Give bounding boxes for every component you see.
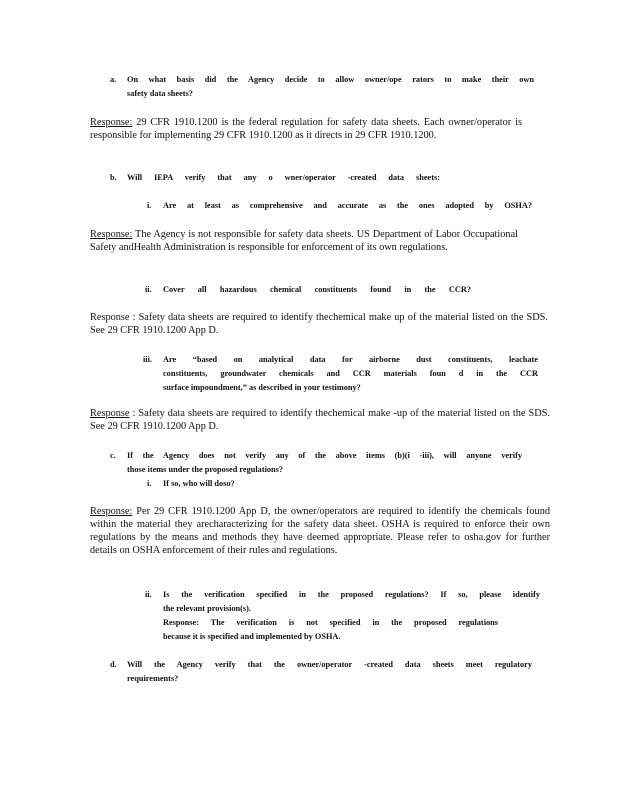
question-b-ii-text: Cover all hazardous chemical constituents found in the CCR? xyxy=(163,285,471,294)
response-b-i-label: Response: xyxy=(90,229,133,240)
response-b-iii xyxy=(90,407,550,433)
response-c-i-text: Per 29 CFR 1910.1200 App D, the owner/operators are required to identify the chemicals found within the material they arecharacterizing for the safety data sheet. OSHA is required to enforce their own regulations by the means and methods they have deemed appropriate. Please refer to osha.gov for further details on OSHA enforcement of their rules and regulations. xyxy=(90,506,550,556)
question-c-ii-line4: because it is specified and implemented by OSHA. xyxy=(163,632,341,641)
question-c-ii-line1: Is the verification specified in the proposed regulations? If so, please identify xyxy=(163,590,540,599)
question-d xyxy=(110,658,532,686)
question-c-label: c. xyxy=(110,451,116,460)
question-b-label: b. xyxy=(110,173,117,182)
response-c-i-label: Response: xyxy=(90,506,133,517)
question-b-i-label: i. xyxy=(147,201,152,210)
question-b-iii-line3: surface impoundment,” as described in your testimony? xyxy=(163,383,361,392)
response-a xyxy=(90,116,522,142)
question-b-line1: Will IEPA verify that any o wner/operator -created data sheets: xyxy=(127,173,440,182)
response-b-iii-text: : Safety data sheets are required to identify thechemical make -up of the material listed on the SDS. See 29 CFR 1910.1200 App D. xyxy=(90,408,550,432)
response-a-label: Response: xyxy=(90,117,133,128)
question-c-line1: If the Agency does not verify any of the above items (b)(i -iii), will anyone verify xyxy=(127,451,522,460)
response-c-i xyxy=(90,505,550,557)
response-b-i-text: The Agency is not responsible for safety data sheets. US Department of Labor Occupational Safety andHealth Administration is responsible for enforcement of its own regulations. xyxy=(90,229,518,253)
response-b-ii-text: : Safety data sheets are required to identify thechemical make up of the material listed on the SDS. See 29 CFR 1910.1200 App D. xyxy=(90,312,548,336)
question-b-iii-label: iii. xyxy=(143,355,152,364)
question-b-iii xyxy=(143,353,538,395)
question-b xyxy=(110,171,440,185)
question-d-line2: requirements? xyxy=(127,674,179,683)
question-c-i-text: If so, who will doso? xyxy=(163,479,235,488)
question-b-iii-line1: Are “based on analytical data for airborne dust constituents, leachate xyxy=(163,355,538,364)
question-c-ii-label: ii. xyxy=(145,590,152,599)
response-b-ii xyxy=(90,311,548,337)
question-c xyxy=(110,449,522,477)
question-c-line2: those items under the proposed regulations? xyxy=(127,465,284,474)
question-c-ii-line3: Response: The verification is not specified in the proposed regulations xyxy=(163,618,498,627)
question-d-line1: Will the Agency verify that the owner/operator -created data sheets meet regulatory xyxy=(127,660,532,669)
question-b-i-text: Are at least as comprehensive and accurate as the ones adopted by OSHA? xyxy=(163,201,532,210)
question-c-ii-line2: the relevant provision(s). xyxy=(163,604,251,613)
question-b-iii-line2: constituents, groundwater chemicals and CCR materials foun d in the CCR xyxy=(163,369,538,378)
question-c-i-label: i. xyxy=(147,479,152,488)
question-c-i xyxy=(147,477,287,491)
question-b-ii xyxy=(145,283,471,297)
response-b-i xyxy=(90,228,518,254)
question-b-i xyxy=(147,199,532,213)
question-a xyxy=(110,73,534,101)
response-b-ii-label: Response xyxy=(90,312,130,323)
question-b-ii-label: ii. xyxy=(145,285,152,294)
question-a-label: a. xyxy=(110,75,117,84)
response-a-text: 29 CFR 1910.1200 is the federal regulation for safety data sheets. Each owner/operator is responsible for implementing 29 CFR 1910.1200 as it directs in 29 CFR 1910.1200. xyxy=(90,117,522,141)
question-c-ii xyxy=(145,588,540,644)
question-a-line2: safety data sheets? xyxy=(127,89,193,98)
question-d-label: d. xyxy=(110,660,117,669)
question-a-line1: On what basis did the Agency decide to allow owner/ope rators to make their own xyxy=(127,75,534,84)
response-b-iii-label: Response xyxy=(90,408,130,419)
